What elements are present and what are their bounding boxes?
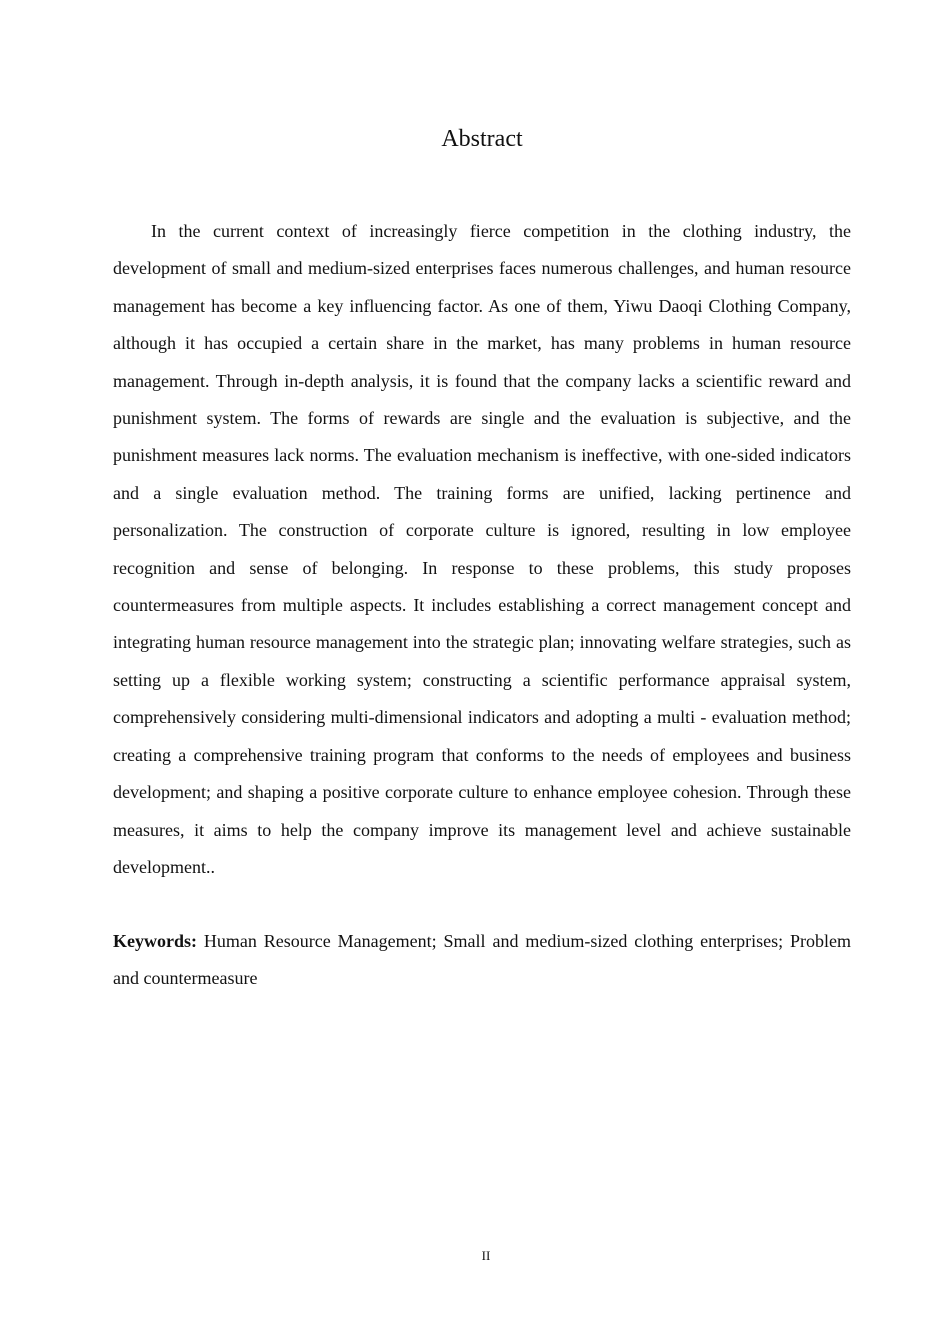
- keywords-label: Keywords:: [113, 931, 197, 951]
- abstract-title: Abstract: [441, 126, 523, 152]
- keywords-text: Human Resource Management; Small and medium-sized clothing enterprises; Problem and countermeasure: [113, 931, 851, 988]
- page-number: II: [481, 1248, 491, 1263]
- abstract-body: In the current context of increasingly fierce competition in the clothing industry, the development of small and medium-sized enterprises faces numerous challenges, and human resource management has become a key influencing factor. As one of them, Yiwu Daoqi Clothing Company, although it has occupied a certain share in the market, has many problems in human resource management. Through in-depth analysis, it is found that the company lacks a scientific reward and punishment system. The forms of rewards are single and the evaluation is subjective, and the punishment measures lack norms. The evaluation mechanism is ineffective, with one-sided indicators and a single evaluation method. The training forms are unified, lacking pertinence and personalization. The construction of corporate culture is ignored, resulting in low employee recognition and sense of belonging. In response to these problems, this study proposes countermeasures from multiple aspects. It includes establishing a correct management concept and integrating human resource management into the strategic plan; innovating welfare strategies, such as setting up a flexible working system; constructing a scientific performance appraisal system, comprehensively considering multi-dimensional indicators and adopting a multi - evaluation method; creating a comprehensive training program that conforms to the needs of employees and business development; and shaping a positive corporate culture to enhance employee cohesion. Through these measures, it aims to help the company improve its management level and achieve sustainable development..: [113, 221, 851, 877]
- keywords-paragraph: [113, 923, 851, 997]
